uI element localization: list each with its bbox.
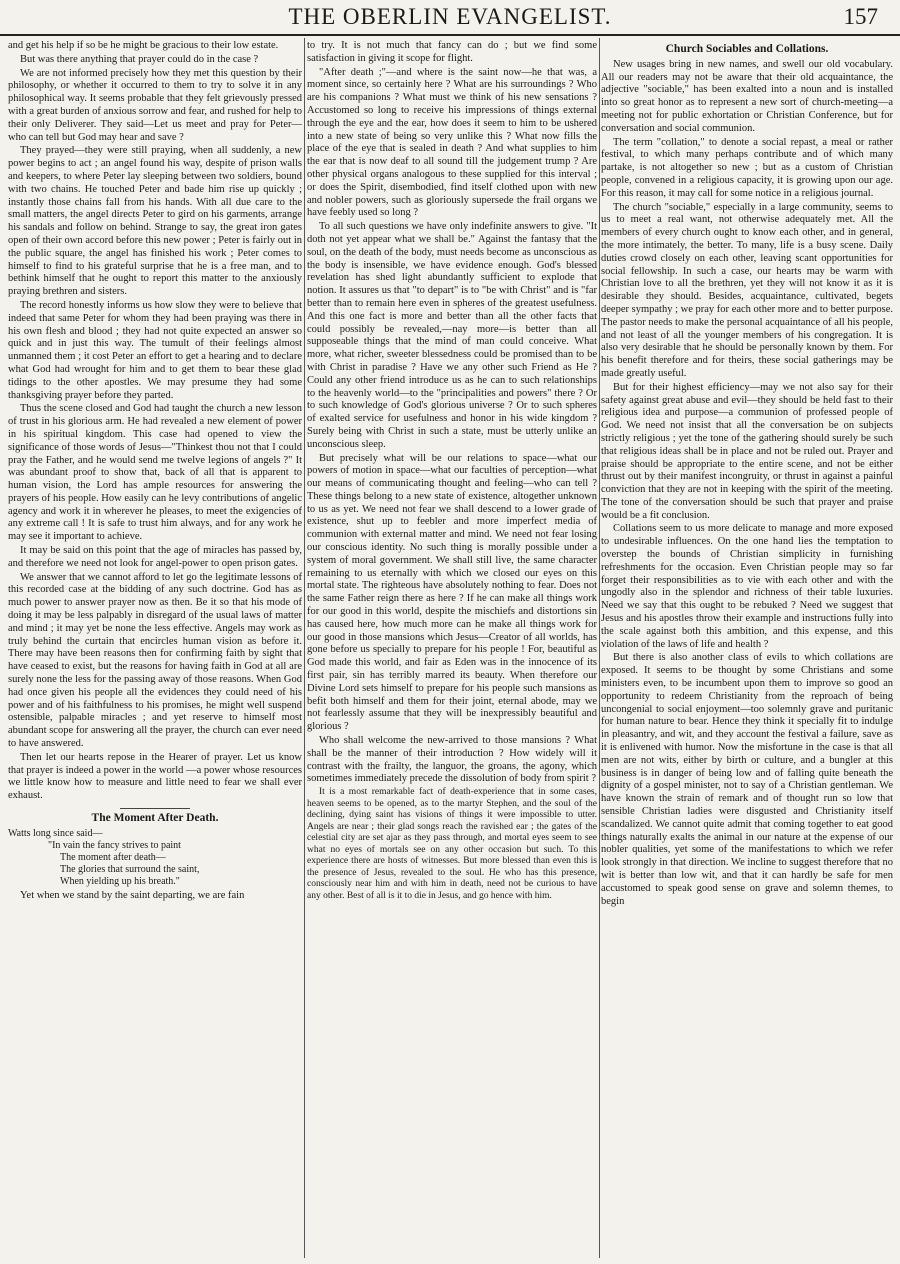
column-3	[601, 40, 893, 1260]
paragraph: New usages bring in new names, and swell our old vocabulary. All our readers may not be aware that their old acquaintance, the adjective "sociable," has been exalted into a noun and is installed into so great honor as to represent a new sort of church-meeting—a meeting not for public exhortation or Christian Conference, but for conversation and social communion.	[601, 58, 893, 134]
column-1	[8, 40, 302, 1260]
poem-lead: Watts long since said—	[8, 827, 103, 839]
paragraph: Then let our hearts repose in the Hearer of prayer. Let us know that prayer is indeed a power in the world —a power whose resources we little know how to measure and little need to fear we shall ever exhaust.	[8, 751, 302, 802]
paragraph: Thus the scene closed and God had taught the church a new lesson of trust in his glorious arm. He had revealed a new element of power in his spiritual kingdom. This case had opened to view the significance of those words of Jesus—"Thinkest thou not that I could pray the Father, and he would send me twelve legions of angels ?" It was abundant proof to show that, back of all that is apparent to human vision, the Lord has ample resources for answering the prayers of his people. How easily can he levy contributions of angelic agency and work it in wherever he pleases, to meet the exigencies of any extreme call ! It is safe to trust him always, and for any work he may see it important to achieve.	[8, 403, 302, 543]
paragraph: The record honestly informs us how slow they were to believe that indeed that same Peter for whom they had been praying was there in his own flesh and blood ; they had not quite expected an answer so quick and in just this way. The tumult of their feelings almost unmanned them ; it cost Peter an effort to get a hearing and to declare what God had wrought for him and to get them to bear these glad tidings to the other apostles. We may presume they had some thanksgiving prayer before they parted.	[8, 299, 302, 401]
paragraph: But there is also another class of evils to which collations are exposed. It seems to be thought by some Christians and some ministers even, to be incumbent upon them to improve so good an opportunity to redeem Christianity from the reproach of being uncongenial to social enjoyment—too solemnly grave and puritanic for human nature to bear. Hence they think it specially fit to indulge in pleasantry, and wit, and they account the festival a failure, save as it is enlivened with humor. Now the misfortune in the case is that all men are not wits, either by birth or culture, and a bungler at this business is in danger of being low and of falling quite beneath the dignity of a gospel minister, not to say of a Christian gentleman. We have known the strain of remark and of thought run so low that sensible Christian ladies were disgusted and Christianity itself scandalized. We cannot quite admit that coming together to eat good things naturally exalts the animal in our nature at the expense of our nobler qualities, yet some of the manifestations to which we refer look strongly in that direction. We incline to suggest therefore that no wit is better than low wit, and that it can hardly be safe for men accustomed to speak good sense on grave and solemn themes, to begin	[601, 652, 893, 907]
paragraph: They prayed—they were still praying, when all suddenly, a new power begins to act ; an angel found his way, despite of prison walls and keepers, to where Peter lay sleeping between two soldiers, bound with two chains. He touched Peter and bade him rise up quickly ; instantly those chains fall from his hands. With all due care to the small matters, the angel directs Peter to gird on his garments, arrange his sandals and follow on behind. Strange to say, the great iron gates open of their own accord before this new power ; Peter is fairly out in the public square, the angel has finished his work ; Peter comes to himself to find to his grateful surprise that he is a free man, and to bethink himself that he ought to report this matter to the anxiously praying brethren and sisters.	[8, 145, 302, 298]
newspaper-title: THE OBERLIN EVANGELIST.	[288, 4, 612, 29]
paragraph: We answer that we cannot afford to let go the legitimate lessons of this recorded case at the bidding of any such doctrine. God has as much power to answer prayer now as then. Be it so that his mode of doing it may be less palpably in disregard of the usual laws of matter and mind ; it may yet be none the less effective. Angels may work as truly behind the curtain that encircles human vision as before it. There may have been reasons then for confirming faith by sight that have ceased to exist, but the reasons for having faith in God at all are surely none the less for the passing away of those reasons. When God had once given his people all the evidences they could need of his power and of his faithfulness to his promises, he might well suspend ostensible, palpable miracles ; and yet reserve to himself most abundant scope for answering all the prayer, the church can ever need to have answered.	[8, 571, 302, 750]
paragraph: We are not informed precisely how they met this question by their philosophy, or whether it occurred to them to try to solve it in any philosophical way. It seems probable that they felt grievously pressed with a great burden of anxious sorrow and fear, and rushed for help to their only Deliverer. They said—Let us meet and pray for Peter—who can tell but God may hear and save ?	[8, 67, 302, 143]
paragraph: But precisely what will be our relations to space—what our powers of motion in space—what our faculties of perception—what our means of communicating thought and feeling—who can tell ? These things belong to a new state of existence, altogether unknown to us as yet. We need not fear we shall descend to a lower grade of existence, shut up to feebler and more imperfect media of communion with external matter and mind. We need not fear losing our conscious identity. No such thing is morally possible under a system of moral government. We shall still live, the same character remaining to us eternally with which we closed our eyes on this mortal state. The righteous have absolutely nothing to fear. Does not the same Father reign there as here ? If he can make all things work for our good in this world, despite the mischiefs and distortions sin has caused here, how much more can he make all things work for our good in those mansions which Jesus—Creator of all worlds, has gone before us specially to prepare for his people ! For, beautiful as God made this world, and fair as Eden was in the innocence of its first pair, sin has terribly marred its beauty. When therefore our Divine Lord sets himself to prepare for his people such mansions as befit both himself and them for their joint, eternal abode, may we not fearlessly assume that they will be inexpressibly beautiful and glorious ?	[307, 452, 597, 733]
poem-line: When yielding up his breath."	[60, 875, 180, 887]
paragraph: and get his help if so be he might be gracious to their low estate.	[8, 40, 279, 51]
paragraph: "After death ;"—and where is the saint now—he that was, a moment since, so certainly here ? What are his surroundings ? Who are his companions ? What must we think of his new sensations ? Accustomed so long to receive his impressions of things external through the eye and the ear, how does it seem to him to be ushered into a new state of being so very unlike this ? What now fills the place of the eye that is sealed in death ? And what supplies to him the ear that is now deaf to all sound till the judgement trump ? Are other physical organs analogous to these supplied for this interval ; or does the Spirit, disembodied, find itself clothed upon with new and nobler powers, such as gloriously supersede the frail organs we have feebly used so long ?	[307, 66, 597, 219]
paragraph: Who shall welcome the new-arrived to those mansions ? What shall be the manner of their introduction ? How widely will it contrast with the frailty, the languor, the groans, the agony, which sometimes immediately precede the dissolution of body from spirit ?	[307, 735, 597, 785]
poem-line: The glories that surround the saint,	[60, 863, 200, 875]
paragraph: The term "collation," to denote a social repast, a meal or rather festival, to which many perhaps contribute and of which many partake, is not altogether so new ; but as a custom of Christian people, convened in a religious capacity, it is growing upon our age. For this reason, it may call for some notice in a religious journal.	[601, 136, 893, 199]
article-heading: The Moment After Death.	[91, 812, 219, 825]
paragraph: to try. It is not much that fancy can do ; but we find some satisfaction in giving it scope for flight.	[307, 40, 597, 64]
section-divider	[120, 808, 190, 809]
masthead	[0, 0, 900, 36]
column-divider	[304, 38, 305, 1258]
paragraph: Yet when we stand by the saint departing, we are fain	[20, 889, 245, 901]
poem-line: The moment after death—	[60, 851, 166, 863]
paragraph: The church "sociable," especially in a large community, seems to us to meet a real want, not otherwise adequately met. All the members of every church ought to know each other, and in general, the more intimately, the better. To many, life is a busy scene. Daily duties crowd closely on each other, leaving scant opportunities for social fellowship. In such a case, our hearts may be warm with Christian love to all the brethren, yet they will not know it as it is desirable they should. Besides, acquaintance, cultivated, begets deeper sympathy ; we pray for each other more and to better purpose. The pastor needs to make the personal acquaintance of all his people, and not least of all the younger members of his congregation. It is also very desirable that he should be personally known by them. For his benefit therefore and for theirs, these social gatherings may be made greatly useful.	[601, 201, 893, 379]
article-heading: Church Sociables and Collations.	[665, 43, 829, 55]
poem-line: "In vain the fancy strives to paint	[48, 839, 181, 851]
paragraph: It may be said on this point that the age of miracles has passed by, and therefore we need not look for angel-power to open prison gates.	[8, 545, 302, 569]
paragraph: But for their highest efficiency—may we not also say for their safety against great abuse and evil—they should be held fast to their religious idea and purpose—a communion of professed people of God. We need not insist that all the conversation be on subjects strictly religious ; yet the tone of the gathering should surely be such that religious ideas shall be in place and not be ruled out. Prayer and praise should be appropriate to the entire scene, and not be either thrust out by their manifest incongruity, or thrust in against a painful conviction that they are not in keeping with the spirit of the meeting. The tone of the conversation should be such that prayer and praise would be a fit conclusion.	[601, 381, 893, 521]
paragraph: Collations seem to us more delicate to manage and more exposed to undesirable influences. On the one hand lies the temptation to overstep the bounds of Christian simplicity in furnishing refreshments for the occasion. Even Christian people may so far forget their responsibilities as to vie with each other and with the ungodly also in the splendor and richness of their table luxuries. Need we say that this ought to be rebuked ? Need we suggest that Jesus and his apostles throw their example and instructions fully into the scale against both this ambition, and this expense, and this violation of the laws of life and health ?	[601, 523, 893, 650]
column-2	[307, 40, 597, 1260]
column-divider	[599, 38, 600, 1258]
page-number: 157	[843, 4, 878, 29]
poem	[8, 828, 302, 888]
paragraph: But was there anything that prayer could do in the case ?	[20, 53, 259, 65]
paragraph: It is a most remarkable fact of death-experience that in some cases, heaven seems to be opened, as to the martyr Stephen, and the soul of the declining, dying saint has visions of things it were impossible to utter. Angels are near ; their glad songs reach the ravished ear ; the gates of the celestial city are set ajar as they pass through, and mortal eyes seem to see what no eyes of mortals see on any other occasion but such. To this experience there are hosts of witnesses. But more blessed than even this is the presence of Jesus, revealed to the soul. He who has this presence, consciously near him and with him in death, need not be curious to have any other. Best of all is it to die in Jesus, and go hence with him.	[307, 787, 597, 901]
paragraph: To all such questions we have only indefinite answers to give. "It doth not yet appear what we shall be." Against the fantasy that the soul, on the death of the body, must needs become as unconscious as the body is insensible, we have evidence enough. God's blessed revelation has shed light abundantly sufficient to explode that notion. It assures us that "to depart" is to "be with Christ" and is "far better than to remain here even in spheres of the greatest usefulness. And this one fact is more and better than all the other facts that could possibly be revealed,—nay more—is better than all supposeable things that the mind of man could conceive. What more, what richer, sweeter blessedness could be promised than to be with Christ in paradise ? Have we any other such Friend as He ? Could any other friend introduce us as he can to such relationships to the heavenly world—to the "principalities and powers" there ? Or to such knowledge of God's glorious universe ? Or to such spheres of exalted service for usefulness and honor in his wide kingdom ? Surely being with Christ in such a state, must be utterly unlike an unconscious sleep.	[307, 221, 597, 450]
